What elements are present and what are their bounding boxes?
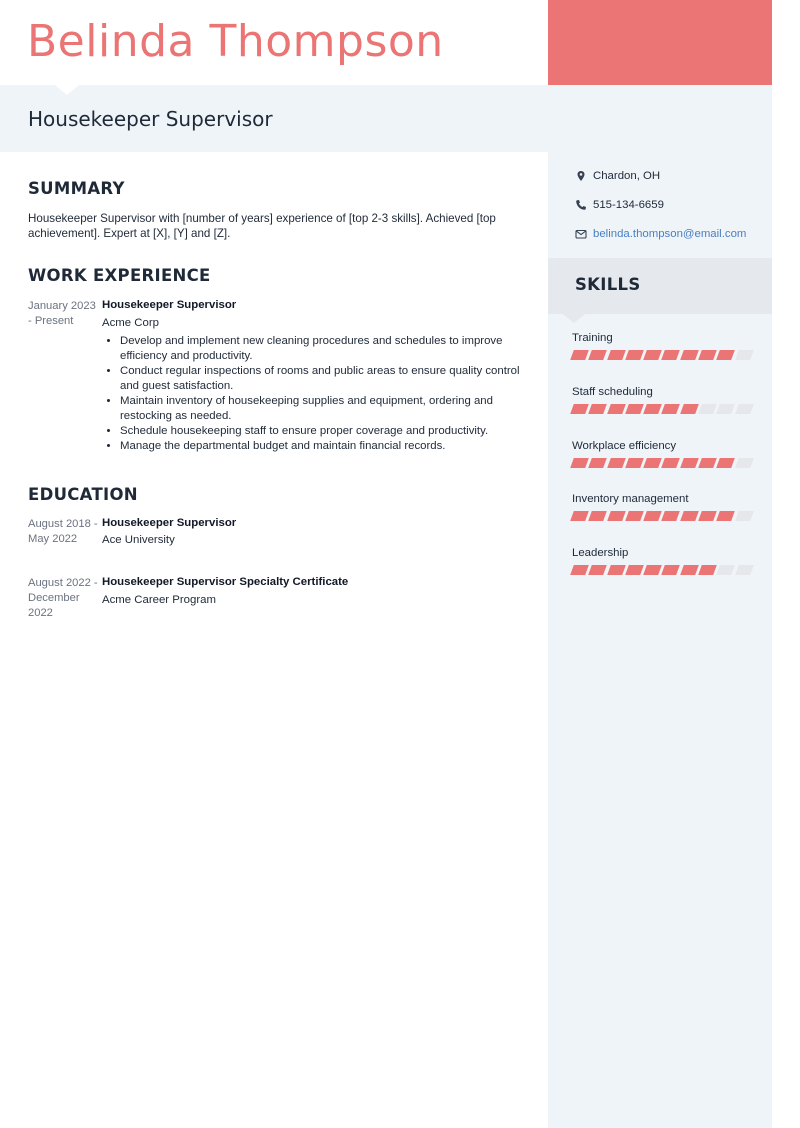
skill-segment-filled (570, 511, 589, 521)
skill-segment-filled (643, 404, 662, 414)
education-heading: EDUCATION (28, 485, 138, 504)
skill-segment-filled (698, 511, 717, 521)
skill-segment-filled (698, 565, 717, 575)
skill-name: Leadership (572, 547, 629, 559)
skill-segment-filled (662, 458, 681, 468)
skill-segment-filled (570, 565, 589, 575)
skill-segment-empty (735, 511, 754, 521)
contact-location (575, 168, 660, 184)
skill-segment-filled (643, 458, 662, 468)
education-title: Housekeeper Supervisor (102, 517, 237, 529)
skill-segment-filled (662, 511, 681, 521)
skill-segment-empty (735, 350, 754, 360)
skill-segment-empty (717, 565, 736, 575)
skill-segment-filled (625, 458, 644, 468)
summary-text: Housekeeper Supervisor with [number of years] experience of [top 2-3 skills]. Achieved [top achievement]. Expert at [X], [Y] and [Z]. (28, 212, 496, 240)
education-title: Housekeeper Supervisor Specialty Certificate (102, 576, 349, 588)
experience-title: Housekeeper Supervisor (102, 299, 237, 311)
skill-segment-filled (588, 458, 607, 468)
summary-heading: SUMMARY (28, 179, 125, 198)
title-notch (55, 85, 79, 95)
skill-bar (572, 350, 752, 360)
contact-phone (575, 197, 664, 213)
skill-segment-empty (698, 404, 717, 414)
experience-bullet: • Schedule housekeeping staff to ensure proper coverage and productivity. (120, 424, 522, 439)
skill-segment-filled (680, 458, 699, 468)
skill-segment-filled (607, 350, 626, 360)
skill-bar (572, 511, 752, 521)
experience-bullet: • Develop and implement new cleaning procedures and schedules to improve efficiency and productivity. (120, 334, 522, 364)
experience-bullets (102, 334, 522, 454)
contact-email[interactable] (575, 226, 746, 242)
experience-company: Acme Corp (102, 317, 159, 329)
skill-segment-filled (625, 565, 644, 575)
experience-date: January 2023 - Present (28, 300, 96, 327)
skills-heading: SKILLS (575, 275, 641, 294)
phone-icon (575, 199, 587, 211)
location-text: Chardon, OH (593, 170, 661, 182)
skill-segment-filled (680, 565, 699, 575)
skill-bar (572, 404, 752, 414)
skill-segment-filled (588, 404, 607, 414)
skill-name: Staff scheduling (572, 386, 653, 398)
phone-text: 515-134-6659 (593, 199, 664, 211)
skill-name: Workplace efficiency (572, 440, 677, 452)
skill-segment-filled (625, 350, 644, 360)
skill-segment-filled (698, 350, 717, 360)
skill-segment-filled (717, 350, 736, 360)
skill-name: Training (572, 332, 613, 344)
skill-segment-filled (588, 511, 607, 521)
skill-segment-filled (643, 565, 662, 575)
skill-segment-empty (735, 404, 754, 414)
skill-segment-filled (607, 404, 626, 414)
skill-segment-filled (570, 350, 589, 360)
skill-bar (572, 565, 752, 575)
skill-segment-filled (717, 511, 736, 521)
skill-segment-filled (698, 458, 717, 468)
skills-notch (563, 314, 585, 323)
skill-segment-filled (680, 511, 699, 521)
map-pin-icon (575, 170, 587, 182)
experience-bullet: • Maintain inventory of housekeeping supplies and equipment, ordering and restocking as needed. (120, 394, 522, 424)
skill-segment-filled (625, 511, 644, 521)
skill-segment-filled (607, 511, 626, 521)
skill-segment-filled (717, 458, 736, 468)
skill-segment-filled (588, 350, 607, 360)
skill-segment-filled (662, 565, 681, 575)
skill-name: Inventory management (572, 493, 689, 505)
education-date: August 2022 - December 2022 (28, 577, 98, 619)
skill-segment-filled (662, 350, 681, 360)
education-school: Acme Career Program (102, 594, 216, 606)
skill-segment-filled (570, 404, 589, 414)
candidate-name: Belinda Thompson (27, 16, 444, 67)
skill-segment-empty (717, 404, 736, 414)
experience-bullet: • Manage the departmental budget and maintain financial records. (120, 439, 522, 454)
skill-segment-filled (588, 565, 607, 575)
education-date: August 2018 - May 2022 (28, 518, 98, 545)
skill-segment-filled (625, 404, 644, 414)
experience-bullet: • Conduct regular inspections of rooms and public areas to ensure quality control and guest satisfaction. (120, 364, 522, 394)
skill-segment-filled (643, 350, 662, 360)
email-link[interactable]: belinda.thompson@email.com (593, 228, 747, 240)
skill-segment-filled (662, 404, 681, 414)
skill-segment-empty (735, 565, 754, 575)
skill-segment-filled (607, 458, 626, 468)
skill-segment-empty (735, 458, 754, 468)
skill-segment-filled (570, 458, 589, 468)
skill-segment-filled (680, 404, 699, 414)
education-school: Ace University (102, 534, 175, 546)
skill-segment-filled (643, 511, 662, 521)
envelope-icon (575, 228, 587, 240)
skill-segment-filled (680, 350, 699, 360)
skill-bar (572, 458, 752, 468)
skill-segment-filled (607, 565, 626, 575)
sidebar-accent-block (548, 0, 772, 85)
work-experience-heading: WORK EXPERIENCE (28, 266, 211, 285)
job-title: Housekeeper Supervisor (28, 107, 273, 131)
